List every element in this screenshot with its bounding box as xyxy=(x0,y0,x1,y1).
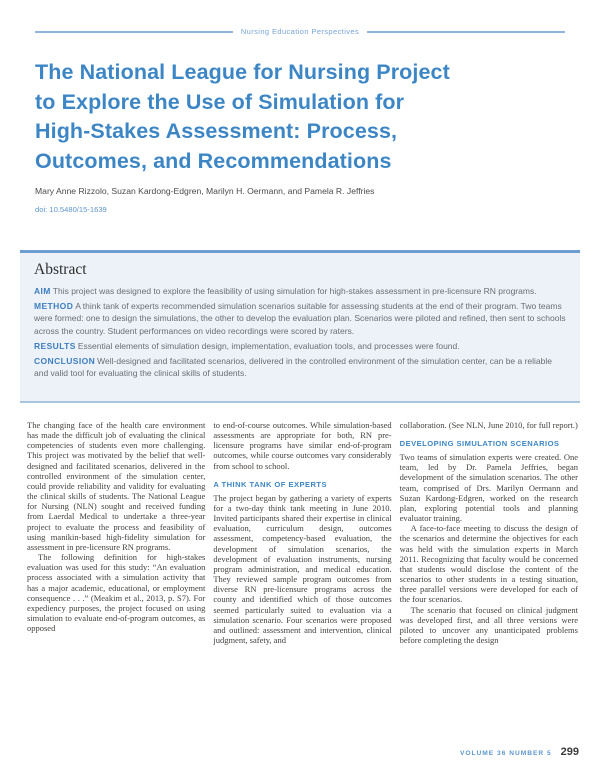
paragraph: to end-of-course outcomes. While simulation-based assessments are appropriate for both, RN pre-licensure programs have similar end-of-program outcomes, while course outcomes vary considerably from school to school. xyxy=(213,420,392,471)
paragraph: The scenario that focused on clinical judgment was developed first, and all three versions were piloted to uncover any unanticipated problems before completing the design xyxy=(399,604,578,645)
title-block xyxy=(35,58,570,214)
article-title xyxy=(35,58,570,176)
abstract-method-text: A think tank of experts recommended simulation scenarios suitable for assessing students at the end of their program. Two teams were formed: one to design the simulations, the other to develop the evaluation plan. Scenarios were piloted and refined, then sent to schools across the country. Student performances on video recordings were scored by raters. xyxy=(34,301,566,336)
article-title-line-4: Outcomes, and Recommendations xyxy=(35,148,392,173)
paragraph: The following definition for high-stakes evaluation was used for this study: “An evaluation process associated with a simulation activity that has a major academic, educational, or employment consequence . . .” (Meakim et al., 2013, p. S7). For expediency purposes, the project focused on using simulation to evaluate end-of-program outcomes, as opposed xyxy=(27,552,206,634)
abstract-aim-text: This project was designed to explore the feasibility of using simulation for high-stakes assessment in pre-licensure RN programs. xyxy=(52,286,537,296)
abstract-conclusion xyxy=(34,355,566,379)
header-rule-left xyxy=(35,31,233,33)
page-number: 299 xyxy=(560,746,579,758)
journal-name: Nursing Education Perspectives xyxy=(240,27,360,36)
abstract-results-label: RESULTS xyxy=(34,340,76,351)
section-heading-developing-scenarios: DEVELOPING SIMULATION SCENARIOS xyxy=(399,439,560,449)
paragraph: A face-to-face meeting to discuss the design of the scenarios and determine the objectives for each was held with the simulation experts in March 2011. Recognizing that faculty would be concerned that students would disclose the content of the scenarios to other students in a testing situation, three parallel versions were developed for each of the four scenarios. xyxy=(399,523,578,605)
author-byline: Mary Anne Rizzolo, Suzan Kardong-Edgren, Marilyn H. Oermann, and Pamela R. Jeffries xyxy=(35,186,375,196)
paragraph: Two teams of simulation experts were created. One team, led by Dr. Pamela Jeffries, began development of the simulation scenarios. The other team, comprised of Drs. Marilyn Oermann and Suzan Kardong-Edgren, worked on the research plan, exploring potential tools and planning evaluator training. xyxy=(399,452,578,524)
volume-number-text: VOLUME 36 NUMBER 5 xyxy=(459,750,552,757)
abstract-method-label: METHOD xyxy=(34,301,74,312)
body-column-1 xyxy=(27,420,205,645)
abstract-box xyxy=(20,250,580,403)
header-rule-right xyxy=(367,31,565,33)
journal-header xyxy=(35,27,565,36)
paragraph: collaboration. (See NLN, June 2010, for full report.) xyxy=(399,420,578,430)
doi-text: doi: 10.5480/15-1639 xyxy=(35,205,107,214)
article-title-line-1: The National League for Nursing Project xyxy=(35,60,450,84)
abstract-aim-label: AIM xyxy=(34,286,51,296)
abstract-conclusion-label: CONCLUSION xyxy=(34,356,96,367)
paragraph: The changing face of the health care environment has made the difficult job of evaluating the clinical competencies of students even more challenging. This project was motivated by the belief that well-designed and facilitated scenarios, delivered in the controlled environment of the simulation center, could provide reliability and validity for evaluating the clinical skills of students. The National League for Nursing (NLN) sought and received funding from Laerdal Medical to undertake a three-year project to evaluate the process and feasibility of using manikin-based high-fidelity simulation for assessment in pre-licensure RN programs. xyxy=(27,420,206,552)
abstract-aim xyxy=(34,285,566,297)
section-heading-think-tank: A THINK TANK OF EXPERTS xyxy=(213,479,328,489)
article-title-line-2: to Explore the Use of Simulation for xyxy=(35,89,405,114)
body-column-3 xyxy=(400,420,578,645)
body-column-2 xyxy=(213,420,391,645)
abstract-results-text: Essential elements of simulation design, implementation, evaluation tools, and processes were found. xyxy=(77,340,460,351)
abstract-conclusion-text: Well-designed and facilitated scenarios, delivered in the controlled environment of the simulation center, can be a reliable and valid tool for evaluating the clinical skills of students. xyxy=(34,356,552,379)
article-title-line-3: High-Stakes Assessment: Process, xyxy=(35,119,398,143)
paragraph: The project began by gathering a variety of experts for a two-day think tank meeting in June 2010. Invited participants shared their expertise in clinical evaluation, curriculum design, outcomes assessment, competency-based evaluation, the development of simulation scenarios, the development of evaluation instruments, nursing program administration, and medical education. They reviewed sample program outcomes from diverse RN pre-licensure programs across the county and identified which of those outcomes seemed particularly suited to evaluation via a simulation scenario. Four scenarios were proposed and outlined: assessment and intervention, clinical judgment, safety, and xyxy=(213,492,392,645)
abstract-method xyxy=(34,300,566,337)
abstract-heading: Abstract xyxy=(34,261,87,278)
page-footer xyxy=(460,746,579,758)
abstract-results xyxy=(34,340,566,352)
article-body xyxy=(27,420,578,645)
